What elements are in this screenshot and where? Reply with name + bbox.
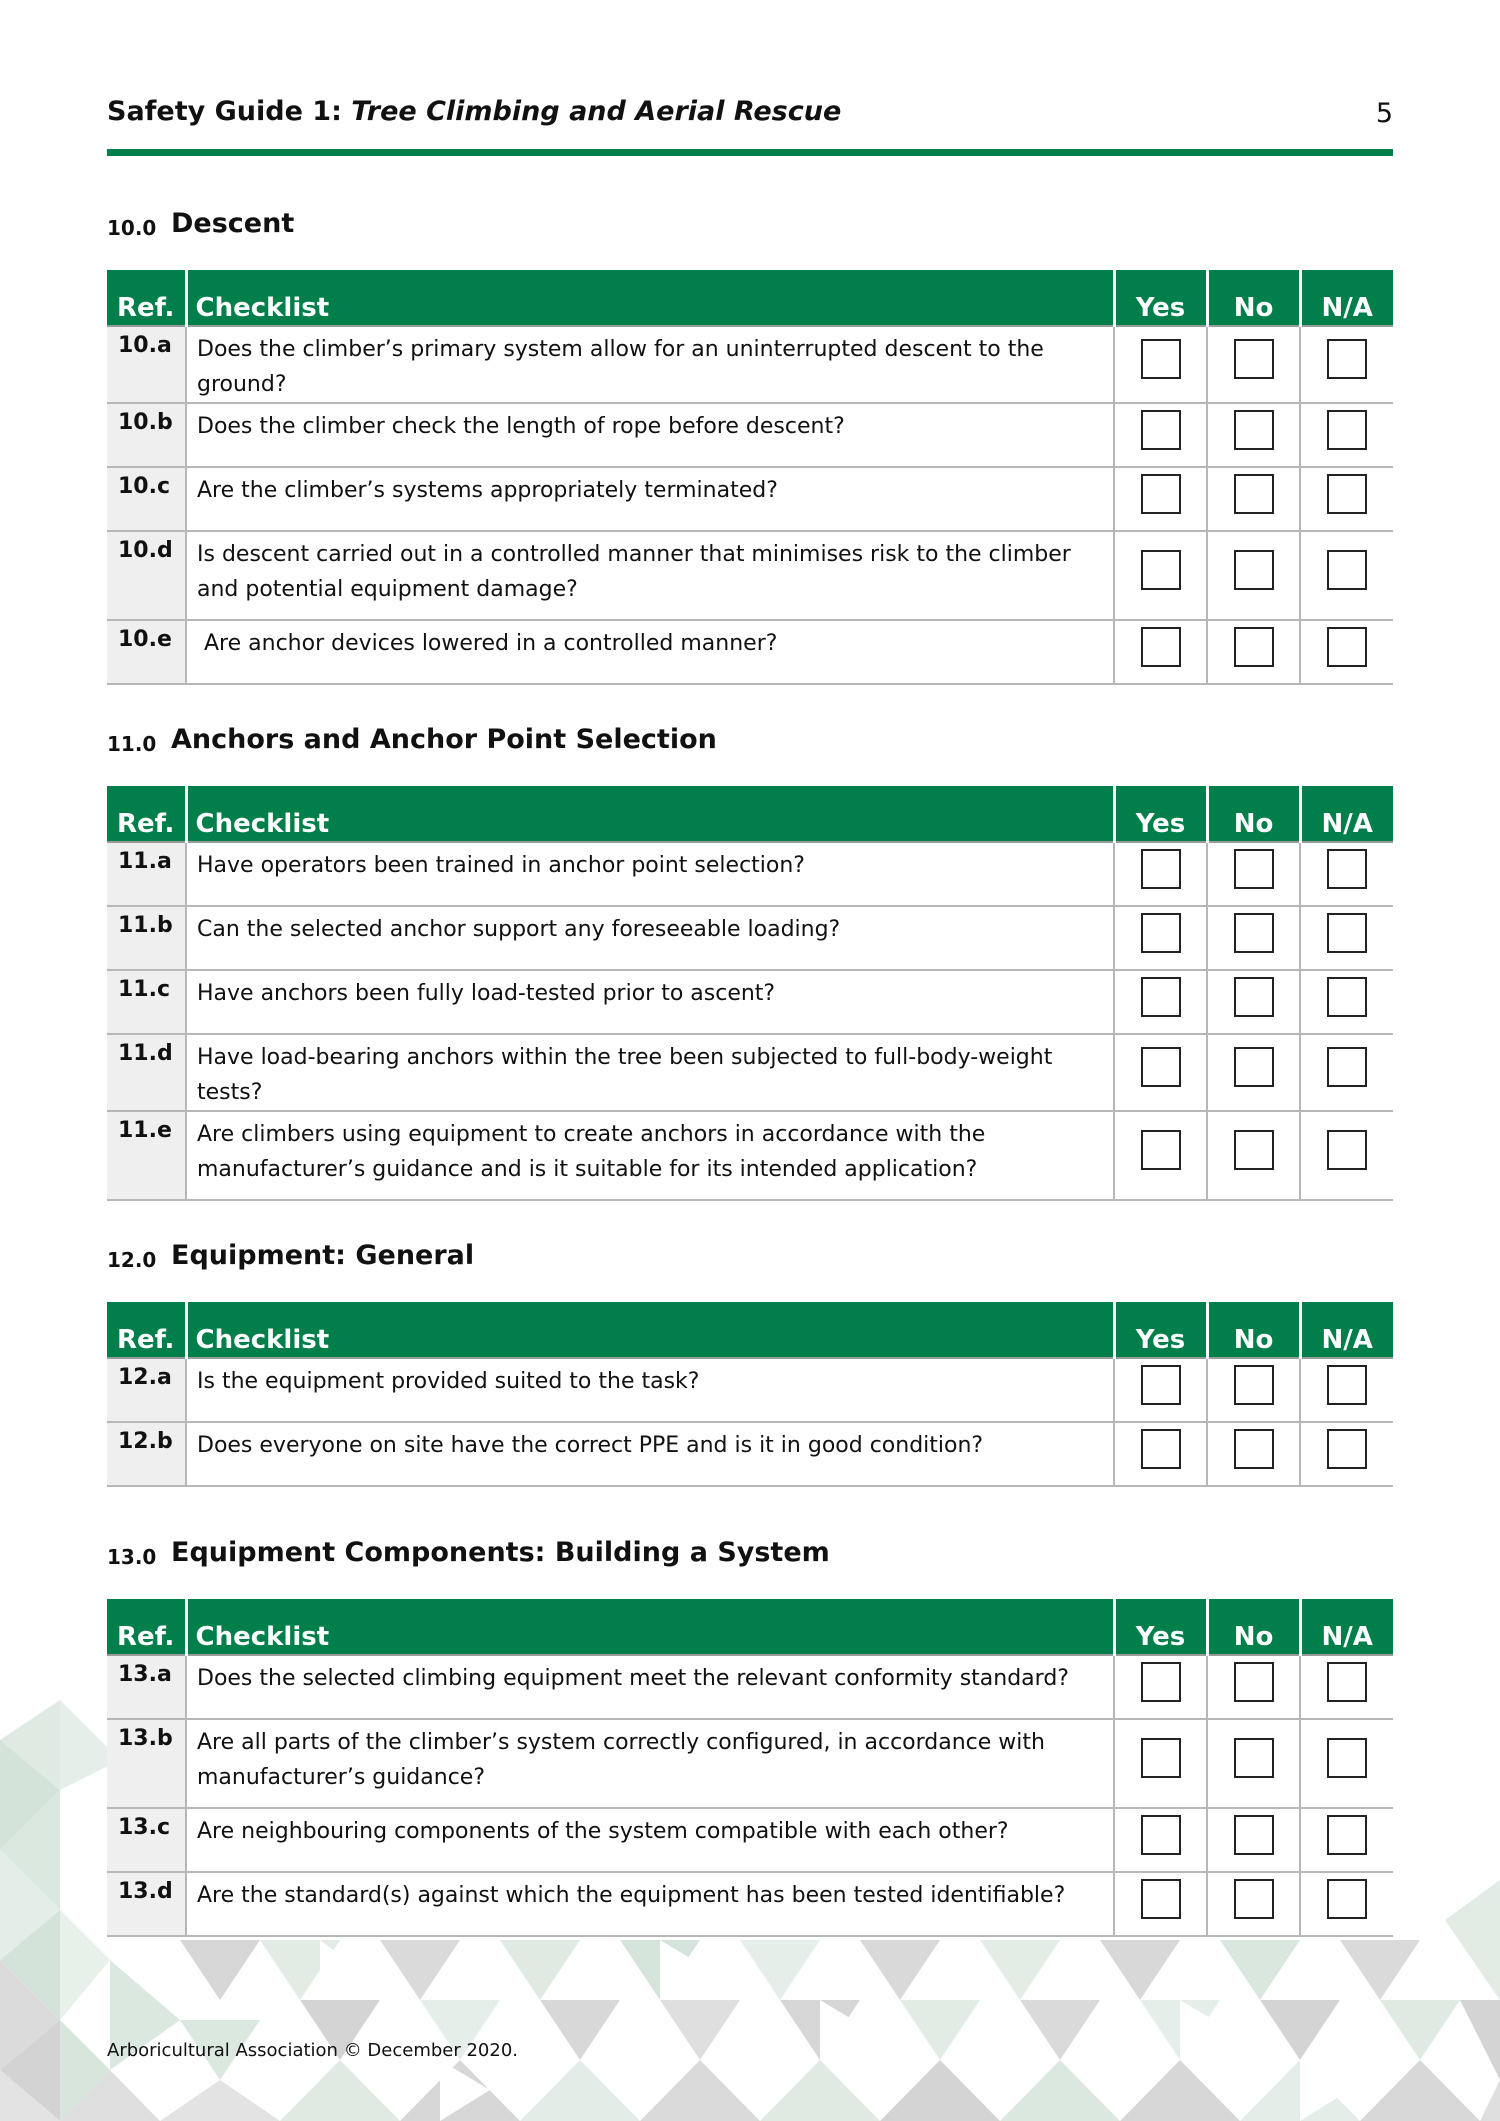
header-ref: Ref. [107,786,186,842]
table-header-row [107,1302,1393,1358]
row-ref: 10.d [107,531,186,620]
page-number: 5 [1375,98,1393,129]
row-question: Does the climber check the length of rope before descent? [186,403,1114,467]
table-row [107,1358,1393,1422]
checkbox-yes[interactable] [1141,1815,1181,1855]
row-question: Does the selected climbing equipment meet the relevant conformity standard? [186,1655,1114,1719]
checkbox-cell-na [1300,1872,1393,1936]
row-ref: 13.b [107,1719,186,1808]
checkbox-yes[interactable] [1141,977,1181,1017]
document-title-prefix: Safety Guide 1: [107,96,352,127]
checkbox-cell-yes [1114,531,1207,620]
row-question: Have anchors been fully load-tested prior to ascent? [186,970,1114,1034]
checkbox-cell-no [1207,403,1300,467]
checkbox-yes[interactable] [1141,1047,1181,1087]
table-row [107,531,1393,620]
checklist-section [107,1240,1393,1458]
section-heading [107,724,1393,764]
table-row [107,620,1393,684]
header-checklist: Checklist [186,786,1114,842]
checkbox-cell-no [1207,467,1300,531]
row-ref: 11.b [107,906,186,970]
checkbox-cell-yes [1114,1808,1207,1872]
row-question: Is the equipment provided suited to the task? [186,1358,1114,1422]
header-na: N/A [1300,270,1393,326]
header-na: N/A [1300,1302,1393,1358]
row-question: Are climbers using equipment to create anchors in accordance with the manufacturer’s guidance and is it suitable for its intended application? [186,1111,1114,1200]
row-ref: 13.d [107,1872,186,1936]
checkbox-na[interactable] [1327,1879,1367,1919]
checklist-table [107,786,1393,1201]
checkbox-cell-na [1300,1358,1393,1422]
checkbox-no[interactable] [1234,1429,1274,1469]
row-ref: 10.a [107,326,186,403]
section-number: 12.0 [107,1248,157,1272]
checkbox-yes[interactable] [1141,1130,1181,1170]
checkbox-no[interactable] [1234,1365,1274,1405]
checkbox-no[interactable] [1234,627,1274,667]
checklist-table [107,1302,1393,1487]
checkbox-yes[interactable] [1141,1662,1181,1702]
row-ref: 11.a [107,842,186,906]
checkbox-cell-na [1300,1422,1393,1486]
row-question: Does the climber’s primary system allow for an uninterrupted descent to the ground? [186,326,1114,403]
row-question: Have load-bearing anchors within the tree been subjected to full-body-weight tests? [186,1034,1114,1111]
table-row [107,1872,1393,1936]
document-title [107,96,841,127]
row-question: Can the selected anchor support any foreseeable loading? [186,906,1114,970]
header-ref: Ref. [107,1302,186,1358]
section-number: 10.0 [107,216,157,240]
row-ref: 10.c [107,467,186,531]
checkbox-na[interactable] [1327,1738,1367,1778]
table-header-row [107,1599,1393,1655]
row-ref: 12.a [107,1358,186,1422]
row-ref: 11.e [107,1111,186,1200]
checkbox-cell-no [1207,326,1300,403]
checklist-table [107,270,1393,685]
table-header-row [107,786,1393,842]
checkbox-na[interactable] [1327,550,1367,590]
header-no: No [1207,786,1300,842]
row-question: Is descent carried out in a controlled manner that minimises risk to the climber and potential equipment damage? [186,531,1114,620]
checkbox-yes[interactable] [1141,627,1181,667]
section-title: Descent [171,208,295,239]
checkbox-yes[interactable] [1141,849,1181,889]
checkbox-cell-no [1207,1422,1300,1486]
row-ref: 11.c [107,970,186,1034]
row-ref: 11.d [107,1034,186,1111]
checkbox-cell-no [1207,1358,1300,1422]
checkbox-cell-no [1207,1655,1300,1719]
checkbox-no[interactable] [1234,913,1274,953]
checkbox-na[interactable] [1327,1815,1367,1855]
header-na: N/A [1300,1599,1393,1655]
checklist-section [107,724,1393,1182]
header-divider [107,149,1393,156]
checkbox-cell-yes [1114,1358,1207,1422]
checkbox-no[interactable] [1234,474,1274,514]
header-na: N/A [1300,786,1393,842]
checkbox-na[interactable] [1327,913,1367,953]
header-ref: Ref. [107,1599,186,1655]
header-no: No [1207,1302,1300,1358]
checkbox-cell-na [1300,326,1393,403]
checkbox-cell-yes [1114,1422,1207,1486]
checkbox-cell-yes [1114,467,1207,531]
checkbox-cell-na [1300,620,1393,684]
checkbox-yes[interactable] [1141,1879,1181,1919]
checkbox-cell-no [1207,906,1300,970]
section-heading [107,1240,1393,1280]
checkbox-cell-yes [1114,620,1207,684]
row-question: Are neighbouring components of the system compatible with each other? [186,1808,1114,1872]
checkbox-na[interactable] [1327,849,1367,889]
table-row [107,970,1393,1034]
section-heading [107,208,1393,248]
checkbox-no[interactable] [1234,339,1274,379]
checkbox-no[interactable] [1234,1879,1274,1919]
checkbox-cell-yes [1114,1872,1207,1936]
section-heading [107,1537,1393,1577]
header-yes: Yes [1114,270,1207,326]
checkbox-no[interactable] [1234,1815,1274,1855]
table-row [107,1808,1393,1872]
row-question: Are the climber’s systems appropriately terminated? [186,467,1114,531]
header-checklist: Checklist [186,270,1114,326]
checkbox-cell-yes [1114,842,1207,906]
checkbox-no[interactable] [1234,410,1274,450]
checkbox-na[interactable] [1327,474,1367,514]
checkbox-cell-no [1207,531,1300,620]
checkbox-cell-na [1300,1655,1393,1719]
checkbox-cell-yes [1114,970,1207,1034]
checkbox-na[interactable] [1327,1365,1367,1405]
checkbox-yes[interactable] [1141,339,1181,379]
checkbox-na[interactable] [1327,627,1367,667]
checkbox-yes[interactable] [1141,1738,1181,1778]
checkbox-yes[interactable] [1141,550,1181,590]
checklist-table [107,1599,1393,1937]
checkbox-cell-no [1207,1872,1300,1936]
table-row [107,1719,1393,1808]
row-ref: 10.b [107,403,186,467]
checkbox-cell-na [1300,1111,1393,1200]
header-ref: Ref. [107,270,186,326]
checkbox-na[interactable] [1327,977,1367,1017]
checkbox-no[interactable] [1234,550,1274,590]
row-question: Are anchor devices lowered in a controlled manner? [186,620,1114,684]
checkbox-cell-na [1300,970,1393,1034]
checkbox-cell-na [1300,403,1393,467]
checkbox-cell-yes [1114,1655,1207,1719]
table-row [107,906,1393,970]
document-title-italic: Tree Climbing and Aerial Rescue [351,96,842,127]
checkbox-no[interactable] [1234,1047,1274,1087]
checkbox-cell-yes [1114,906,1207,970]
table-row [107,467,1393,531]
table-row [107,403,1393,467]
section-title: Equipment: General [171,1240,475,1271]
checkbox-yes[interactable] [1141,474,1181,514]
header-yes: Yes [1114,1302,1207,1358]
checkbox-na[interactable] [1327,1130,1367,1170]
row-question: Are all parts of the climber’s system correctly configured, in accordance with manufacturer’s guidance? [186,1719,1114,1808]
checkbox-cell-no [1207,970,1300,1034]
checkbox-cell-yes [1114,326,1207,403]
checkbox-cell-no [1207,1111,1300,1200]
checkbox-yes[interactable] [1141,410,1181,450]
section-number: 11.0 [107,732,157,756]
table-row [107,326,1393,403]
checkbox-cell-na [1300,842,1393,906]
header-no: No [1207,1599,1300,1655]
checkbox-cell-yes [1114,1719,1207,1808]
page-header [107,96,1393,141]
table-row [107,1111,1393,1200]
checkbox-cell-na [1300,531,1393,620]
checkbox-cell-na [1300,1808,1393,1872]
checkbox-cell-yes [1114,1111,1207,1200]
checkbox-cell-no [1207,1719,1300,1808]
checkbox-cell-na [1300,906,1393,970]
checkbox-cell-yes [1114,403,1207,467]
table-row [107,842,1393,906]
row-ref: 13.a [107,1655,186,1719]
row-ref: 13.c [107,1808,186,1872]
checkbox-no[interactable] [1234,1738,1274,1778]
header-checklist: Checklist [186,1302,1114,1358]
checkbox-cell-na [1300,1719,1393,1808]
checkbox-cell-no [1207,1034,1300,1111]
checkbox-cell-na [1300,1034,1393,1111]
row-ref: 12.b [107,1422,186,1486]
header-checklist: Checklist [186,1599,1114,1655]
checkbox-yes[interactable] [1141,1429,1181,1469]
row-ref: 10.e [107,620,186,684]
row-question: Does everyone on site have the correct PPE and is it in good condition? [186,1422,1114,1486]
checkbox-cell-no [1207,620,1300,684]
checkbox-cell-na [1300,467,1393,531]
checkbox-cell-no [1207,842,1300,906]
row-question: Have operators been trained in anchor point selection? [186,842,1114,906]
checkbox-na[interactable] [1327,1047,1367,1087]
checkbox-na[interactable] [1327,1429,1367,1469]
checklist-section [107,208,1393,656]
section-number: 13.0 [107,1545,157,1569]
footer-copyright: Arboricultural Association © December 2020. [107,2040,519,2061]
checkbox-no[interactable] [1234,1130,1274,1170]
table-header-row [107,270,1393,326]
checkbox-yes[interactable] [1141,1365,1181,1405]
header-no: No [1207,270,1300,326]
section-title: Equipment Components: Building a System [171,1537,830,1568]
checkbox-yes[interactable] [1141,913,1181,953]
checklist-section [107,1537,1393,1908]
checkbox-cell-yes [1114,1034,1207,1111]
checkbox-cell-no [1207,1808,1300,1872]
header-yes: Yes [1114,1599,1207,1655]
checkbox-na[interactable] [1327,1662,1367,1702]
checkbox-no[interactable] [1234,977,1274,1017]
section-title: Anchors and Anchor Point Selection [171,724,717,755]
row-question: Are the standard(s) against which the equipment has been tested identifiable? [186,1872,1114,1936]
table-row [107,1034,1393,1111]
header-yes: Yes [1114,786,1207,842]
checkbox-no[interactable] [1234,849,1274,889]
checkbox-na[interactable] [1327,339,1367,379]
checkbox-na[interactable] [1327,410,1367,450]
checkbox-no[interactable] [1234,1662,1274,1702]
table-row [107,1655,1393,1719]
table-row [107,1422,1393,1486]
